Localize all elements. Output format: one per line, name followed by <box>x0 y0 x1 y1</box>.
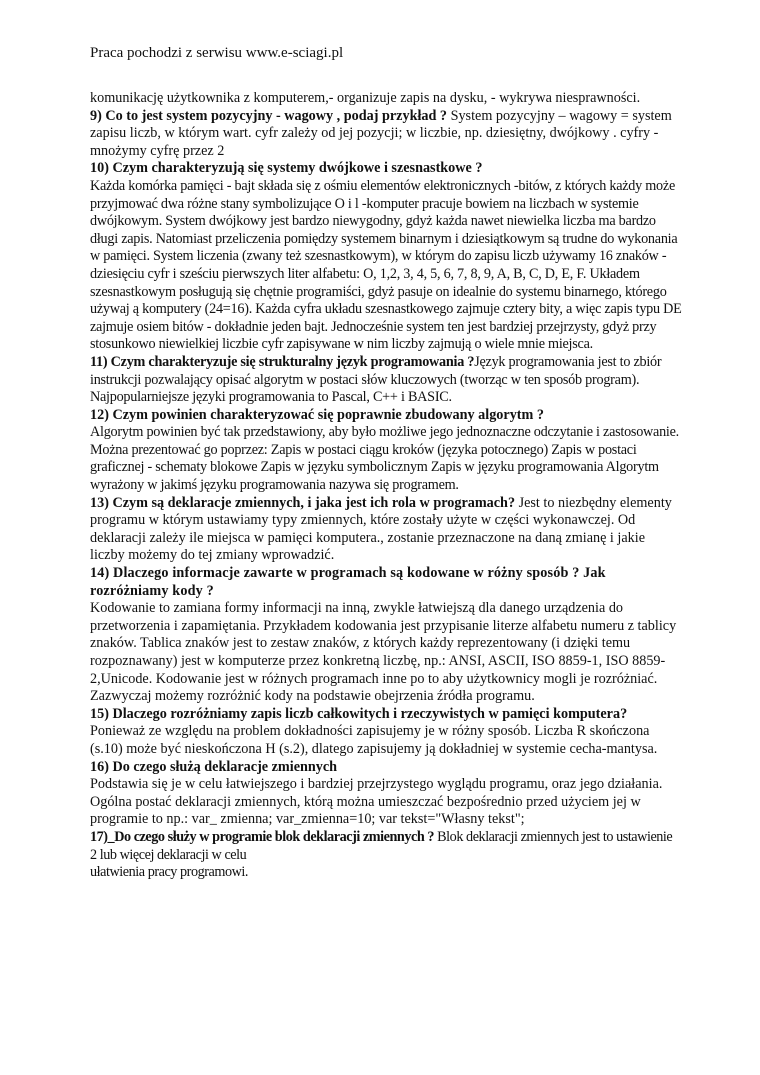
source-header: Praca pochodzi z serwisu www.e-sciagi.pl <box>90 45 344 61</box>
question-16-title: 16) Do czego służą deklaracje zmiennych <box>90 758 338 775</box>
question-12-title: 12) Czym powinien charakteryzować się poprawnie zbudowany algorytm ? <box>90 406 544 423</box>
question-13-answer: Jest to niezbędny elementy programu w którym ustawiamy typy zmiennych, które zostały użyte w części wykonawczej. Od deklaracji zależy ile miejsca w pamięci komputera., zostanie przeznaczone na daną zmianę i jakie liczby możemy do tej zmiany wprowadzić. <box>90 494 672 564</box>
question-12-answer: Algorytm powinien być tak przedstawiony, aby było możliwe jego jednoznaczne odczytanie i zastosowanie. Można prezentować go poprzez: Zapis w postaci ciągu kroków (języka potocznego) Zapis w postaci graficznej - schematy blokowe Zapis w języku symbolicznym Zapis w języku programowania Algorytm wyrażony w jakimś języku programowania nazywa się programem. <box>90 424 679 494</box>
question-13 <box>90 495 682 565</box>
intro-paragraph: komunikację użytkownika z komputerem,- organizuje zapis na dysku, - wykrywa niesprawności. <box>90 90 641 106</box>
question-17-title: 17)_Do czego służy w programie blok deklaracji zmiennych ? <box>90 828 435 845</box>
question-9 <box>90 108 682 161</box>
question-11-title: 11) Czym charakteryzuje się strukturalny język programowania ? <box>90 353 475 370</box>
question-11-answer: Język programowania jest to zbiór instrukcji pozwalający opisać algorytm w postaci słów kluczowych (tworząc w ten sposób program). Najpopularniejsze języki programowania to Pascal, C++ i BASIC. <box>90 353 662 406</box>
question-17-tail: ułatwienia pracy programowi. <box>90 864 248 881</box>
question-16-answer: Podstawia się je w celu łatwiejszego i bardziej przejrzystego wyglądu programu, oraz jego działania. Ogólna postać deklaracji zmiennych, którą można umieszczać bezpośrednio przed użyciem jej w programie to np.: var_ zmienna; var_zmienna=10; var tekst="Własny tekst"; <box>90 776 663 828</box>
question-15-title: 15) Dlaczego rozróżniamy zapis liczb całkowitych i rzeczywistych w pamięci komputera? <box>90 705 628 722</box>
question-15 <box>90 706 682 759</box>
question-15-answer: Ponieważ ze względu na problem dokładności zapisujemy je w różny sposób. Liczba R skończona (s.10) może być nieskończona H (s.2), dlatego zapisujemy ją dokładniej w systemie cecha-mantysa. <box>90 723 658 757</box>
question-13-title: 13) Czym są deklaracje zmiennych, i jaka jest ich rola w programach? <box>90 494 516 511</box>
question-11 <box>90 354 682 407</box>
question-10-title: 10) Czym charakteryzują się systemy dwójkowe i szesnastkowe ? <box>90 160 483 177</box>
question-14-title: 14) Dlaczego informacje zawarte w programach są kodowane w różny sposób ? Jak rozróżniamy kody ? <box>90 565 606 599</box>
question-10-answer: Każda komórka pamięci - bajt składa się z ośmiu elementów elektronicznych -bitów, z których każdy może przyjmować dwa różne stany symbolizujące O i l -komputer pracuje bowiem na liczbach w systemie dwójkowym. System dwójkowy jest bardzo niewygodny, gdyż każda nawet niewielka liczba ma bardzo długi zapis. Natomiast przeliczenia pomiędzy systemem binarnym i dziesiątkowym są trudne do wykonania w pamięci. System liczenia (zwany też szesnastkowym), w którym do zapisu liczb używamy 16 znaków - dziesięciu cyfr i sześciu pierwszych liter alfabetu: O, 1,2, 3, 4, 5, 6, 7, 8, 9, A, B, C, D, E, F. Układem szesnastkowym posługują się chętnie programiści, gdyż pasuje on idealnie do systemu binarnego, którego używaj ą komputery (24=16). Każda cyfra układu szesnastkowego zajmuje cztery bity, a więc zapis typu DE zajmuje osiem bitów - dokładnie jeden bajt. Jednocześnie system ten jest bardziej przejrzysty, gdyż przy stosunkowo niewielkiej liczbie cyfr zapisywane w nim liczby zajmują o wiele mnie miejsca. <box>90 177 682 353</box>
question-17-answer: Blok deklaracji zmiennych jest to ustawienie 2 lub więcej deklaracji w celu <box>90 828 673 863</box>
question-17 <box>90 829 682 864</box>
question-14-answer: Kodowanie to zamiana formy informacji na inną, zwykle łatwiejszą dla danego urządzenia do przetworzenia i zapamiętania. Przykładem kodowania jest przypisanie literze alfabetu numeru z tablicy znaków. Tablica znaków jest to zestaw znaków, z których każdy reprezentowany (i dzięki temu rozpoznawany) jest w komputerze przez konkretną liczbę, np.: ANSI, ASCII, ISO 8859-1, ISO 8859-2,Unicode. Kodowanie jest w różnych programach inne po to aby użytkownicy mogli je rozróżniać. Zazwyczaj możemy rozróżnić kody na podstawie obejrzenia źródła programu. <box>90 600 677 705</box>
question-9-title: 9) Co to jest system pozycyjny - wagowy , podaj przykład ? <box>90 107 448 124</box>
question-9-answer: System pozycyjny – wagowy = system zapisu liczb, w którym wart. cyfr zależy od jej pozycji; w liczbie, np. dziesiętny, dwójkowy . cyfry - mnożymy cyfrę przez 2 <box>90 107 672 159</box>
document-body <box>90 90 682 882</box>
